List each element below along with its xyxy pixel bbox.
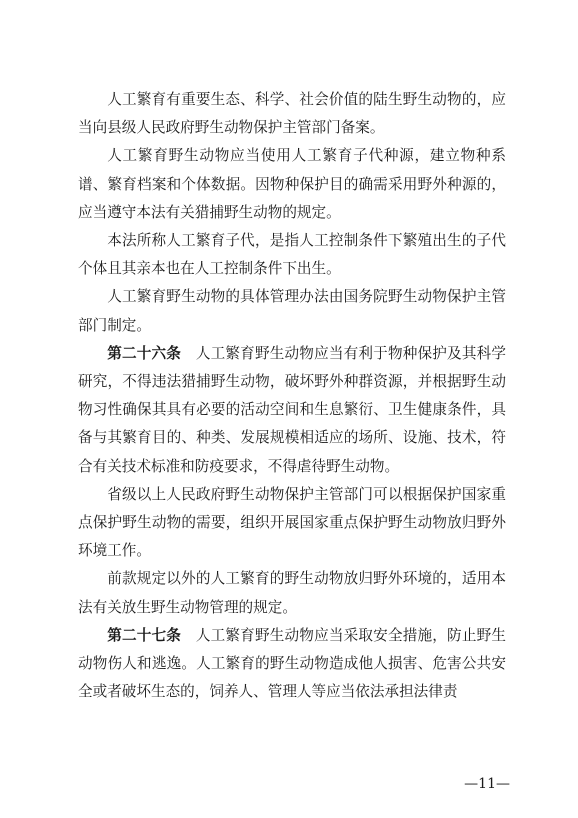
paragraph-text: 本法所称人工繁育子代，是指人工控制条件下繁殖出生的子代个体且其亲本也在人工控制条件下出生。 — [78, 232, 506, 278]
article-heading: 第二十七条 — [107, 626, 182, 644]
paragraph-text: 前款规定以外的人工繁育的野生动物放归野外环境的，适用本法有关放生野生动物管理的规定。 — [78, 570, 506, 616]
paragraph-text: 人工繁育有重要生态、科学、社会价值的陆生野生动物的，应当向县级人民政府野生动物保护主管部门备案。 — [78, 91, 506, 137]
paragraph-1 — [78, 86, 506, 142]
paragraph-text: 人工繁育野生动物应当有利于物种保护及其科学研究，不得违法猎捕野生动物，破坏野外种群资源，并根据野生动物习性确保其具有必要的活动空间和生息繁衍、卫生健康条件，具备与其繁育目的、种类、发展规模相适应的场所、设施、技术，符合有关技术标准和防疫要求，不得虐待野生动物。 — [78, 344, 506, 475]
paragraph-7 — [78, 565, 506, 621]
paragraph-text: 人工繁育野生动物应当使用人工繁育子代种源，建立物种系谱、繁育档案和个体数据。因物种保护目的确需采用野外种源的，应当遵守本法有关猎捕野生动物的规定。 — [78, 147, 506, 221]
article-27 — [78, 622, 506, 707]
paragraph-text: 省级以上人民政府野生动物保护主管部门可以根据保护国家重点保护野生动物的需要，组织开展国家重点保护野生动物放归野外环境工作。 — [78, 485, 506, 560]
paragraph-4 — [78, 283, 506, 339]
paragraph-text: 人工繁育野生动物的具体管理办法由国务院野生动物保护主管部门制定。 — [78, 288, 506, 334]
document-body — [78, 86, 506, 706]
paragraph-2 — [78, 142, 506, 227]
paragraph-text: 人工繁育野生动物应当采取安全措施，防止野生动物伤人和逃逸。人工繁育的野生动物造成他人损害、危害公共安全或者破坏生态的，饲养人、管理人等应当依法承担法律责 — [78, 626, 506, 701]
article-heading: 第二十六条 — [107, 344, 182, 362]
paragraph-3 — [78, 227, 506, 283]
page-number: —11— — [464, 776, 510, 792]
article-26 — [78, 340, 506, 481]
paragraph-6 — [78, 481, 506, 566]
